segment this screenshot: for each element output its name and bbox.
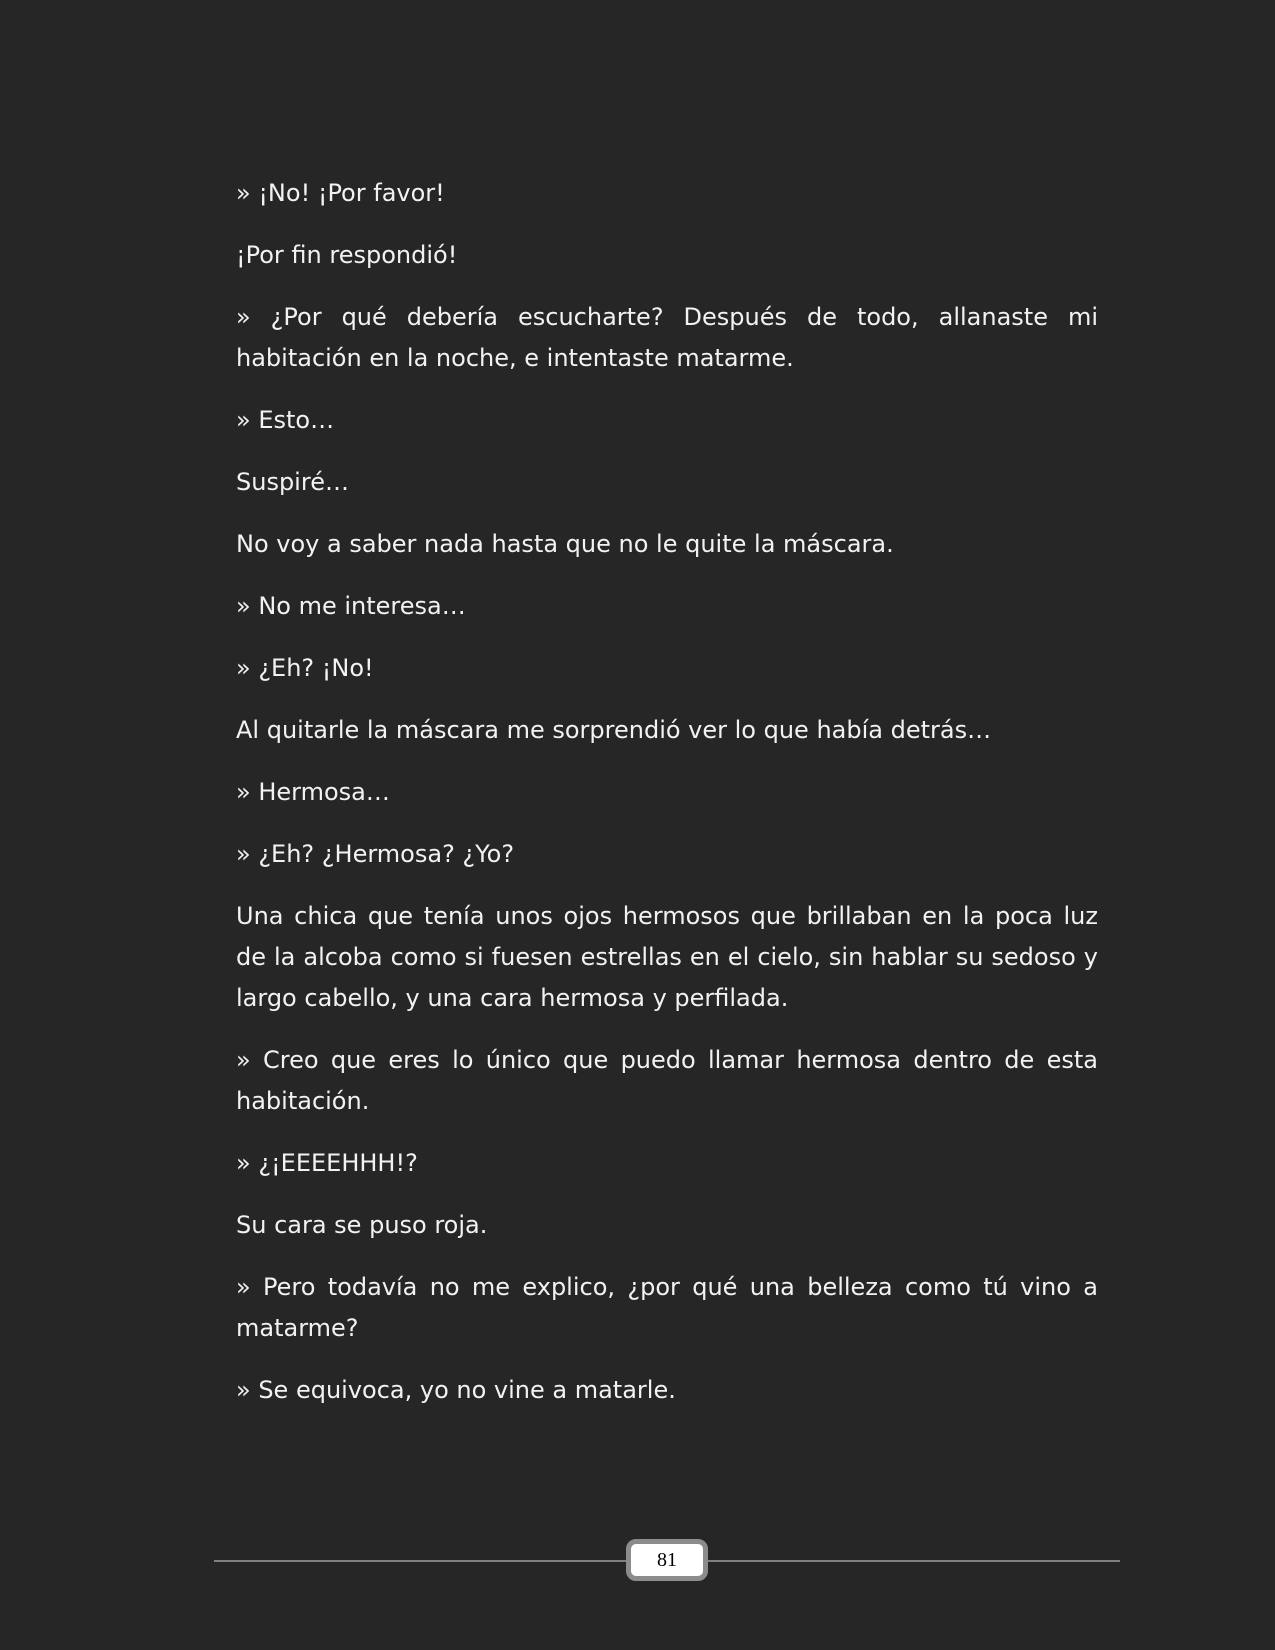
paragraph: » Hermosa… xyxy=(236,778,390,806)
paragraph: Al quitarle la máscara me sorprendió ver lo que había detrás… xyxy=(236,716,992,744)
paragraph: » Esto… xyxy=(236,406,335,434)
page-body-text xyxy=(236,173,1098,1432)
paragraph: » Creo que eres lo único que puedo llamar hermosa dentro de esta habitación. xyxy=(236,1046,1098,1115)
paragraph: » Se equivoca, yo no vine a matarle. xyxy=(236,1376,676,1404)
paragraph: Su cara se puso roja. xyxy=(236,1211,488,1239)
footer-divider-right xyxy=(708,1560,1120,1562)
paragraph: ¡Por fin respondió! xyxy=(236,241,458,269)
page-number: 81 xyxy=(626,1539,708,1581)
paragraph: » ¿Eh? ¡No! xyxy=(236,654,374,682)
footer-divider-left xyxy=(214,1560,626,1562)
paragraph: » ¿Eh? ¿Hermosa? ¿Yo? xyxy=(236,840,515,868)
paragraph: Una chica que tenía unos ojos hermosos que brillaban en la poca luz de la alcoba como si fuesen estrellas en el cielo, sin hablar su sedoso y largo cabello, y una cara hermosa y perfilada. xyxy=(236,902,1098,1012)
paragraph: » ¿¡EEEEHHH!? xyxy=(236,1149,418,1177)
paragraph: Suspiré… xyxy=(236,468,349,496)
paragraph: » Pero todavía no me explico, ¿por qué una belleza como tú vino a matarme? xyxy=(236,1273,1098,1342)
paragraph: No voy a saber nada hasta que no le quite la máscara. xyxy=(236,530,894,558)
paragraph: » ¿Por qué debería escucharte? Después de todo, allanaste mi habitación en la noche, e intentaste matarme. xyxy=(236,303,1098,372)
paragraph: » ¡No! ¡Por favor! xyxy=(236,179,445,207)
paragraph: » No me interesa… xyxy=(236,592,466,620)
